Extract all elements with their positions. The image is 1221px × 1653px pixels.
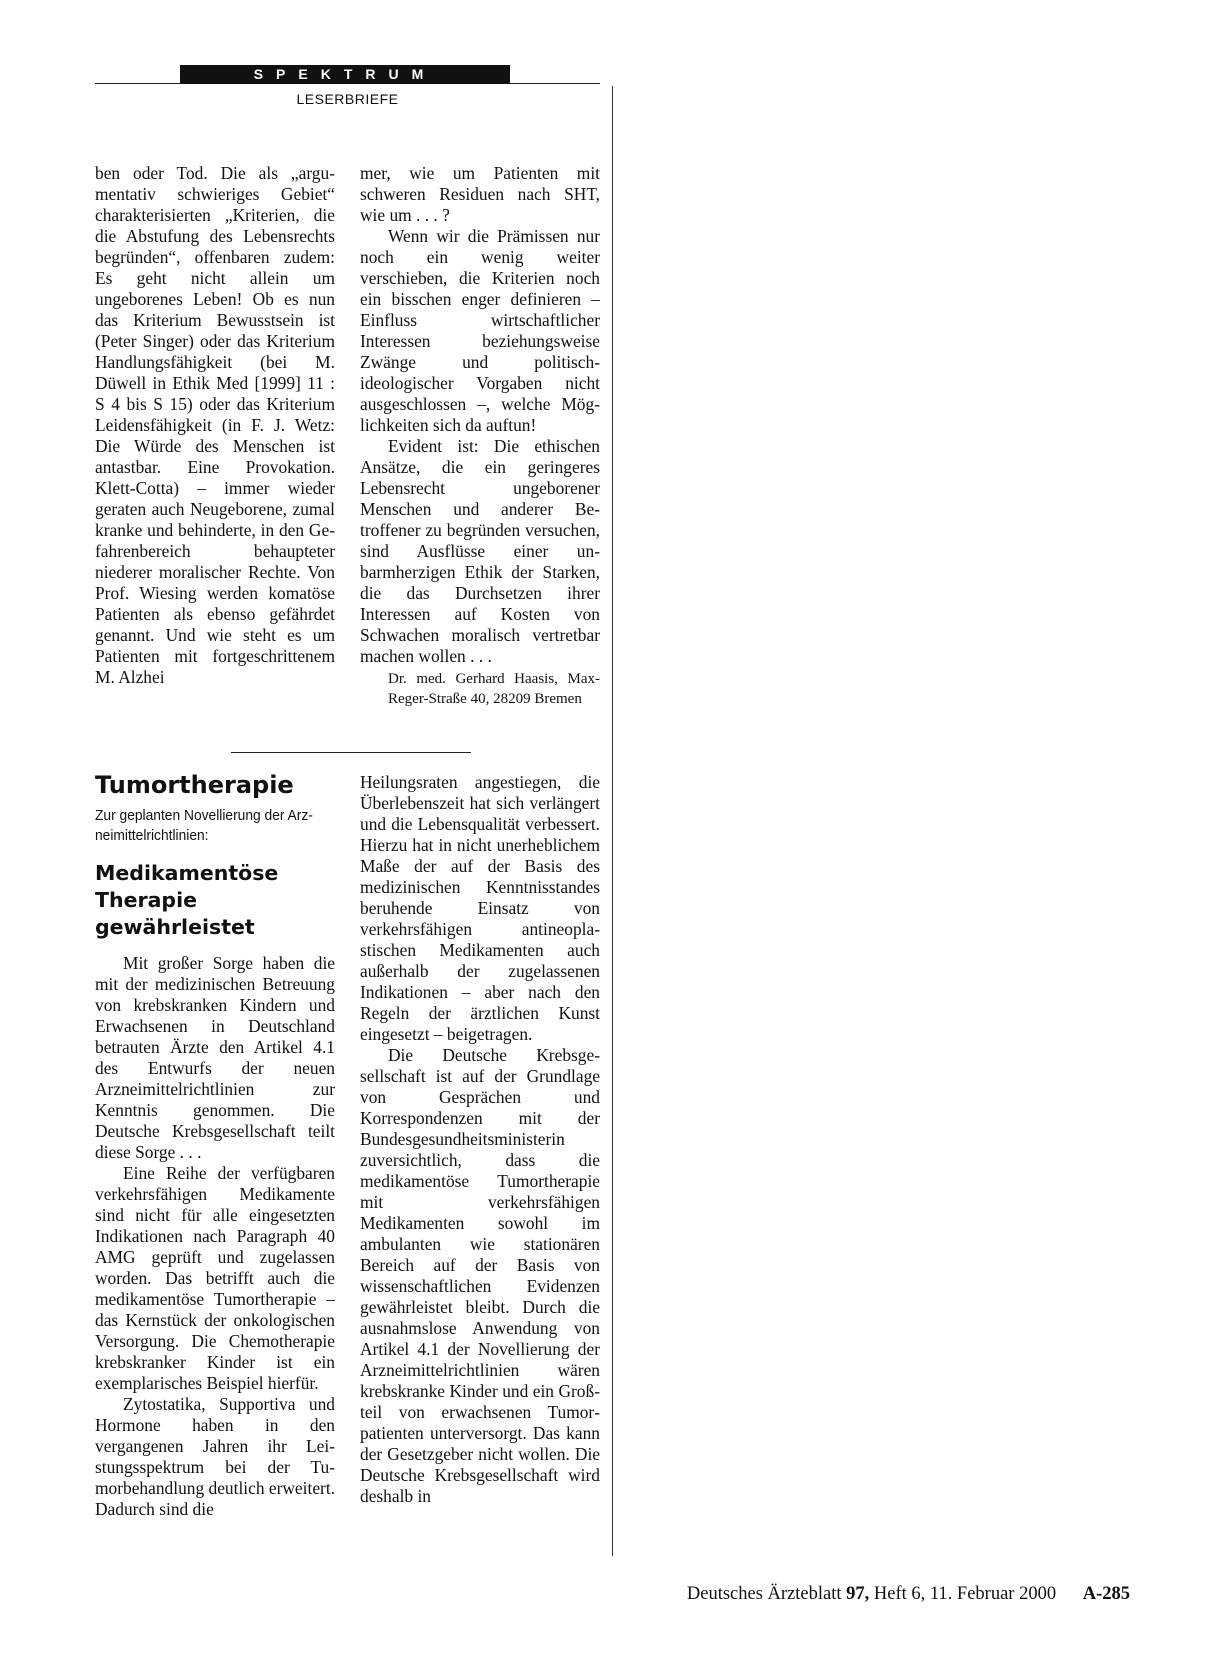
- column-rule: [612, 86, 613, 1556]
- paragraph: mer, wie um Patienten mit schweren Residuen nach SHT, wie um . . . ?: [360, 163, 600, 225]
- article-headline: Tumortherapie: [95, 771, 294, 799]
- letter2-column-2: [360, 772, 600, 1507]
- paragraph: Eine Reihe der verfügbaren verkehrsfähigen Medikamente sind nicht für alle eingesetzten Indikationen nach Paragraph 40 AMG geprüft und zugelassen worden. Das betrifft auch die medikamentöse Tumortherapie – das Kernstück der onkologischen Versorgung. Die Chemotherapie krebskranker Kinder ist ein exemplarisches Beispiel hierfür.: [95, 1163, 335, 1393]
- paragraph: Heilungsraten angestiegen, die Überlebenszeit hat sich verlängert und die Lebensqualität verbessert. Hierzu hat in nicht unerheblichem Maße der auf der Basis des medizinischen Kenntnisstandes beruhende Einsatz von verkehrsfähigen antineoplastischen Medikamenten auch außerhalb der zugelassenen Indikationen – aber nach den Regeln der ärztlichen Kunst eingesetzt – beigetragen.: [360, 772, 600, 1044]
- article-subheadline: Medikamentöse Therapie gewährleistet: [95, 861, 279, 939]
- paragraph: ben oder Tod. Die als „argumentativ schwieriges Gebiet“ charakterisierten „Kriterien, die die Abstufung des Lebensrechts begründen“, offenbaren zudem: Es geht nicht allein um ungeborenes Leben! Ob es nun das Kriterium Bewusstsein ist (Peter Singer) oder das Kriterium Handlungsfähigkeit (bei M. Düwell in Ethik Med [1999] 11 : S 4 bis S 15) oder das Kriterium Leidensfähigkeit (in F. J. Wetz: Die Würde des Menschen ist antastbar. Eine Provokation. Klett-Cotta) – immer wieder geraten auch Neugeborene, zumal kranke und behinderte, in den Gefahrenbereich behaupteter niederer moralischer Rechte. Von Prof. Wiesing werden komatöse Patienten als ebenso gefährdet genannt. Und wie steht es um Patienten mit fortgeschrittenem M. Alzhei: [95, 163, 335, 687]
- paragraph: Zytostatika, Supportiva und Hormone haben in den vergangenen Jahren ihr Leistungsspektrum bei der Tumorbehandlung deutlich erweitert. Dadurch sind die: [95, 1394, 336, 1519]
- paragraph: Evident ist: Die ethischen Ansätze, die ein geringeres Lebensrecht ungeborener Menschen und anderer Betroffener zu begründen versuchen, sind Ausflüsse einer unbarmherzigen Ethik der Starken, die das Durchsetzen ihrer Interessen auf Kosten von Schwachen moralisch vertretbar machen wollen . . .: [360, 436, 600, 666]
- page-number: A-285: [1082, 1584, 1130, 1604]
- section-label: SPEKTRUM: [180, 65, 510, 84]
- subsection-label: LESERBRIEFE: [296, 91, 399, 107]
- article-intro: Zur geplanten Novellierung der Arzneimittelrichtlinien:: [95, 807, 313, 844]
- paragraph: Die Deutsche Krebsgesellschaft ist auf der Grundlage von Gesprächen und Korrespondenzen mit der Bundesgesundheitsministerin zuversichtlich, dass die medikamentöse Tumortherapie mit verkehrsfähigen Medikamenten sowohl im ambulanten wie stationären Bereich auf der Basis von wissenschaftlichen Evidenzen gewährleistet bleibt. Durch die ausnahmslose Anwendung von Artikel 4.1 der Novellierung der Arzneimittelrichtlinien wären krebskranke Kinder und ein Großteil von erwachsenen Tumorpatienten unterversorgt. Das kann der Gesetzgeber nicht wollen. Die Deutsche Krebsgesellschaft wird deshalb in: [360, 1045, 600, 1506]
- letter1-column-1: [95, 163, 335, 688]
- journal-name: Deutsches Ärzteblatt: [686, 1584, 842, 1604]
- letter2-column-1: [95, 770, 335, 1520]
- journal-issue: Heft 6, 11. Februar 2000: [873, 1584, 1057, 1604]
- letter-divider: [231, 752, 471, 753]
- letter1-column-2: [360, 163, 600, 709]
- paragraph: Mit großer Sorge haben die mit der medizinischen Betreuung von krebskranken Kindern und Erwachsenen in Deutschland betrauten Ärzte den Artikel 4.1 des Entwurfs der neuen Arzneimittelrichtlinien zur Kenntnis genommen. Die Deutsche Krebsgesellschaft teilt diese Sorge . . .: [95, 953, 335, 1162]
- page-footer: [640, 1584, 1130, 1605]
- letter-signature: Dr. med. Gerhard Haasis, Max-Reger-Straße 40, 28209 Bremen: [388, 671, 600, 707]
- journal-volume: 97,: [846, 1584, 870, 1604]
- paragraph: Wenn wir die Prämissen nur noch ein wenig weiter verschieben, die Kriterien noch ein bisschen enger definieren – Einfluss wirtschaftlicher Interessen beziehungsweise Zwänge und politisch-ideologischer Vorgaben nicht ausgeschlossen –, welche Möglichkeiten sich da auftun!: [360, 226, 600, 435]
